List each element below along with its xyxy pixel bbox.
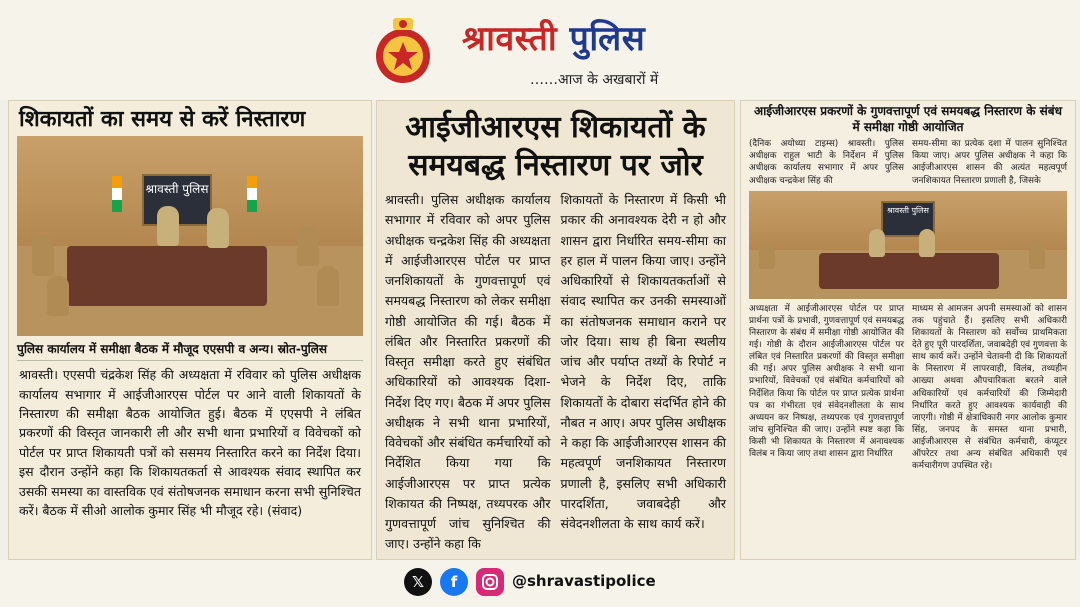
clip3-bottom-columns	[749, 303, 1067, 473]
meeting-table	[67, 246, 267, 306]
clip2-headline: आईजीआरएस शिकायतों के समयबद्ध निस्तारण पर जोर	[405, 110, 706, 183]
header	[0, 0, 1080, 100]
person	[157, 206, 179, 246]
clip1-body: श्रावस्ती। एएसपी चंद्रकेश सिंह की अध्यक्षता में रविवार को पुलिस अधीक्षक कार्यालय सभागार में आईजीआरएस पोर्टल पर आने वाली शिकायतों के निस्तारण की समीक्षा बैठक आयोजित हुई। बैठक में एएसपी ने लंबित प्रकरणों की विस्तृत जानकारी ली और सभी थाना प्रभारियों व विवेचकों को पोर्टल पर प्राप्त शिकायती पत्रों को ससमय निस्तारित करने का निर्देश दिया। इस दौरान उन्होंने कहा कि शिकायतकर्ता से आवश्यक संवाद स्थापित कर उसकी समस्या का वास्तविक एवं संतोषजनक समाधान करना सभी सुनिश्चित करें। बैठक में सीओ आलोक कुमार सिंह भी मौजूद रहे। (संवाद)	[19, 367, 361, 518]
social-handle[interactable]: @shravastipolice	[512, 572, 656, 590]
x-icon[interactable]: 𝕏	[404, 568, 432, 596]
news-clip-1	[8, 100, 372, 560]
person	[47, 276, 69, 316]
facebook-icon[interactable]: f	[440, 568, 468, 596]
news-clip-3	[740, 100, 1076, 560]
up-police-emblem-icon	[372, 12, 434, 88]
person	[32, 236, 54, 276]
brand-title	[462, 14, 645, 60]
police-board: श्रावस्ती पुलिस	[142, 174, 212, 226]
clip3-bottom-b: माध्यम से आमजन अपनी समस्याओं को शासन तक पहुंचाते हैं। इसलिए सभी अधिकारी शिकायतों के निस्तारण को सर्वोच्च प्राथमिकता देते हुए पूरी पारदर्शिता, जवाबदेही एवं गुणवत्ता के साथ कार्य करें। उन्होंने चेतावनी दी कि शिकायतों के निस्तारण में लापरवाही, विलंब, तथ्यहीन आख्या अथवा औपचारिकता बरतने वाले अधिकारियों एवं कर्मचारियों की जिम्मेदारी निर्धारित करते हुए आवश्यक कार्यवाही की जाएगी। गोष्ठी में क्षेत्राधिकारी नगर आलोक कुमार सिंह, जनपद के समस्त थाना प्रभारी, आईजीआरएस से संबंधित कर्मचारी, कंप्यूटर ऑपरेटर तथा अन्य संबंधित अधिकारी एवं कर्मचारीगण उपस्थित रहे।	[912, 303, 1067, 472]
person	[919, 229, 935, 257]
clip2-columns	[385, 190, 726, 555]
clip2-col-b: शिकायतों के निस्तारण में किसी भी प्रकार की अनावश्यक देरी न हो और शासन द्वारा निर्धारित समय-सीमा का हर हाल में पालन किया जाए। उन्होंने अधिकारियों से शिकायतकर्ताओं से संवाद स्थापित कर उनकी समस्याओं का संतोषजनक समाधान कराने पर जोर दिया। साथ ही बिना स्थलीय जांच और पर्याप्त तथ्यों के रिपोर्ट न भेजने के निर्देश दिए, ताकि शिकायतों के दोबारा संदर्भित होने की नौबत न आए। अपर पुलिस अधीक्षक ने कहा कि आईजीआरएस शासन की महत्वपूर्ण जनशिकायत निस्तारण प्रणाली है, इसलिए सभी अधिकारी पारदर्शिता, जवाबदेही और संवेदनशीलता के साथ कार्य करें।	[560, 192, 726, 531]
clip3-top-columns	[749, 138, 1067, 187]
clip1-meeting-photo	[17, 136, 363, 336]
news-clip-2	[376, 100, 735, 560]
person	[759, 241, 775, 269]
clip3-meeting-photo	[749, 191, 1067, 299]
person	[207, 208, 229, 248]
clip3-top-b: समय-सीमा का प्रत्येक दशा में पालन सुनिश्चित किया जाए। अपर पुलिस अधीक्षक ने कहा कि आईजीआरएस शासन की अत्यंत महत्वपूर्ण जनशिकायत निस्तारण प्रणाली है, जिसके	[912, 139, 1067, 186]
clip3-top-a: (दैनिक अयोध्या टाइम्स) श्रावस्ती। पुलिस अधीक्षक राहुल भाटी के निर्देशन में पुलिस अधीक्षक कार्यालय सभागार में अपर पुलिस अधीक्षक चन्द्रकेश सिंह की	[749, 139, 904, 186]
meeting-table	[819, 253, 999, 289]
person	[297, 226, 319, 266]
clip3-bottom-a: अध्यक्षता में आईजीआरएस पोर्टल पर प्राप्त प्रार्थना पत्रों के प्रभावी, गुणवत्तापूर्ण एवं समयबद्ध निस्तारण के संबंध में समीक्षा गोष्ठी आयोजित की गई। गोष्ठी के दौरान आईजीआरएस पोर्टल पर लंबित एवं निस्तारित प्रकरणों की विस्तृत समीक्षा की गई। अपर पुलिस अधीक्षक ने सभी थाना प्रभारियों, विवेचकों एवं संबंधित कर्मचारियों को निर्देशित किया कि पोर्टल पर प्राप्त प्रत्येक प्रार्थना पत्र का गंभीरता एवं संवेदनशीलता के साथ अध्ययन कर निष्पक्ष, तथ्यपरक एवं गुणवत्तापूर्ण जांच सुनिश्चित की जाए। उन्होंने स्पष्ट कहा कि किसी भी शिकायत के निस्तारण में अनावश्यक विलंब न किया जाए तथा शासन द्वारा निर्धारित	[749, 303, 904, 460]
brand-part2: पुलिस	[569, 19, 646, 59]
brand-part1: श्रावस्ती	[462, 19, 558, 59]
police-board: श्रावस्ती पुलिस	[881, 201, 935, 237]
clip1-caption: पुलिस कार्यालय में समीक्षा बैठक में मौजूद एएसपी व अन्य। स्रोत-पुलिस	[17, 340, 363, 361]
clip2-col-a: श्रावस्ती। पुलिस अधीक्षक कार्यालय सभागार में रविवार को अपर पुलिस अधीक्षक चन्द्रकेश सिंह की अध्यक्षता में आईजीआरएस पोर्टल पर प्राप्त जनशिकायतों के गुणवत्तापूर्ण एवं समयबद्ध निस्तारण को लेकर समीक्षा गोष्ठी आयोजित की गई। बैठक में लंबित और निस्तारित प्रकरणों की विस्तृत समीक्षा करते हुए संबंधित अधिकारियों को आवश्यक दिशा-निर्देश दिए गए। बैठक में अपर पुलिस अधीक्षक ने सभी थाना प्रभारियों, विवेचकों और संबंधित कर्मचारियों को निर्देशित किया गया कि आईजीआरएस पर प्राप्त प्रत्येक शिकायत की निष्पक्ष, तथ्यपरक और गुणवत्तापूर्ण जांच सुनिश्चित की जाए। उन्होंने कहा कि	[385, 192, 551, 552]
clip1-headline: शिकायतों का समय से करें निस्तारण	[19, 107, 306, 132]
person	[317, 266, 339, 306]
flag-icon	[247, 176, 257, 212]
flag-icon	[112, 176, 122, 212]
tagline: ……आज के अखबारों में	[530, 72, 659, 88]
person	[869, 229, 885, 257]
clip3-headline: आईजीआरएस प्रकरणों के गुणवत्तापूर्ण एवं समयबद्ध निस्तारण के संबंध में समीक्षा गोष्ठी आयोजित	[754, 104, 1062, 134]
person	[1029, 241, 1045, 269]
instagram-icon[interactable]	[476, 568, 504, 596]
